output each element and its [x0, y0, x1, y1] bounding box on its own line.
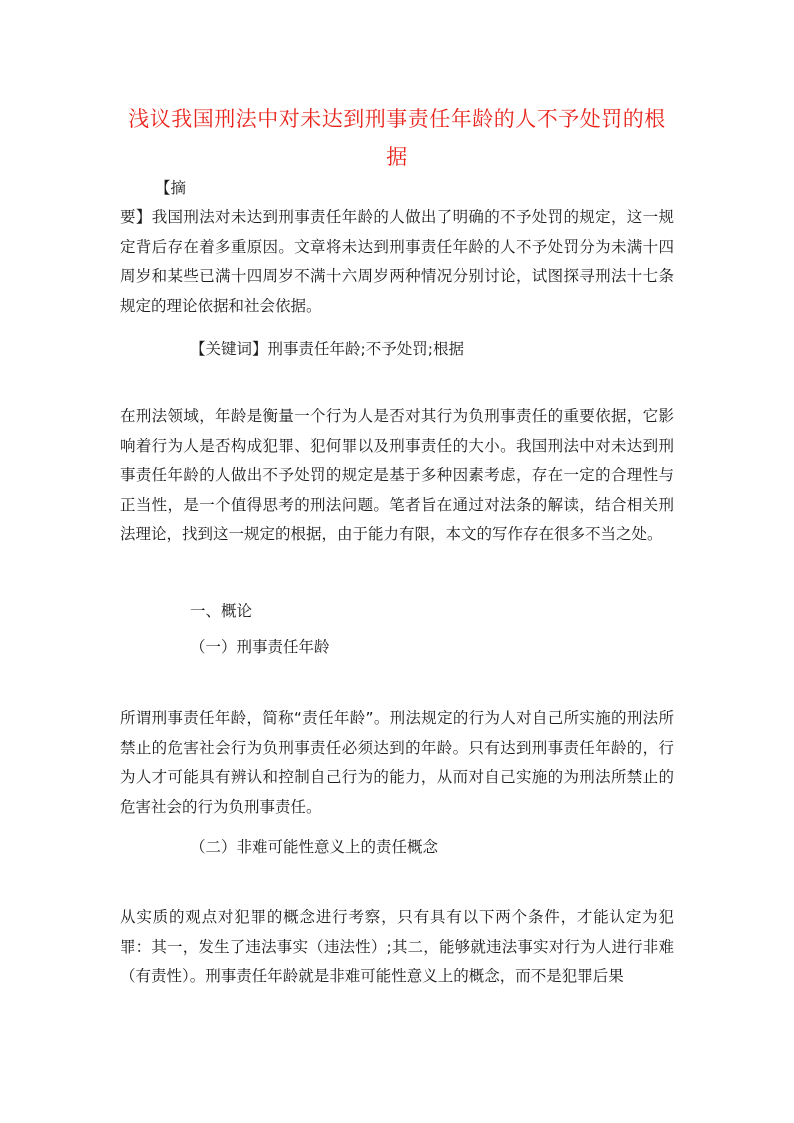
subsection-heading-responsibility: （二）非难可能性意义上的责任概念 [190, 838, 439, 856]
abstract-label-start: 【摘 [155, 179, 187, 197]
keywords-line: 【关键词】刑事责任年龄;不予处罚;根据 [190, 340, 464, 358]
document-title: 浅议我国刑法中对未达到刑事责任年龄的人不予处罚的根据 [128, 107, 666, 169]
section-heading-overview: 一、概论 [190, 602, 253, 620]
subsection-age-paragraph: 所谓刑事责任年龄，简称“责任年龄”。刑法规定的行为人对自己所实施的刑法所禁止的危害社会行为负刑事责任必须达到的年龄。只有达到刑事责任年龄的，行为人才可能具有辨认和控制自己行为的能力，从而对自己实施的为刑法所禁止的危害社会的行为负刑事责任。 [120, 709, 674, 816]
subsection-heading-age: （一）刑事责任年龄 [190, 638, 330, 656]
abstract-text: 我国刑法对未达到刑事责任年龄的人做出了明确的不予处罚的规定，这一规定背后存在着多重原因。文章将未达到刑事责任年龄的人不予处罚分为未满十四周岁和某些已满十四周岁不满十六周岁两种情况分别讨论，试图探寻刑法十七条规定的理论依据和社会依据。 [120, 208, 674, 315]
subsection-responsibility-paragraph: 从实质的观点对犯罪的概念进行考察，只有具有以下两个条件，才能认定为犯罪：其一，发生了违法事实（违法性）;其二，能够就违法事实对行为人进行非难（有责性）。刑事责任年龄就是非难可能性意义上的概念，而不是犯罪后果 [120, 908, 674, 985]
abstract-paragraph [120, 203, 674, 321]
abstract-label-end: 要】 [120, 208, 152, 226]
intro-paragraph: 在刑法领域，年龄是衡量一个行为人是否对其行为负刑事责任的重要依据，它影响着行为人是否构成犯罪、犯何罪以及刑事责任的大小。我国刑法中对未达到刑事责任年龄的人做出不予处罚的规定是基于多种因素考虑，存在一定的合理性与正当性，是一个值得思考的刑法问题。笔者旨在通过对法条的解读，结合相关刑法理论，找到这一规定的根据，由于能力有限，本文的写作存在很多不当之处。 [120, 407, 674, 543]
